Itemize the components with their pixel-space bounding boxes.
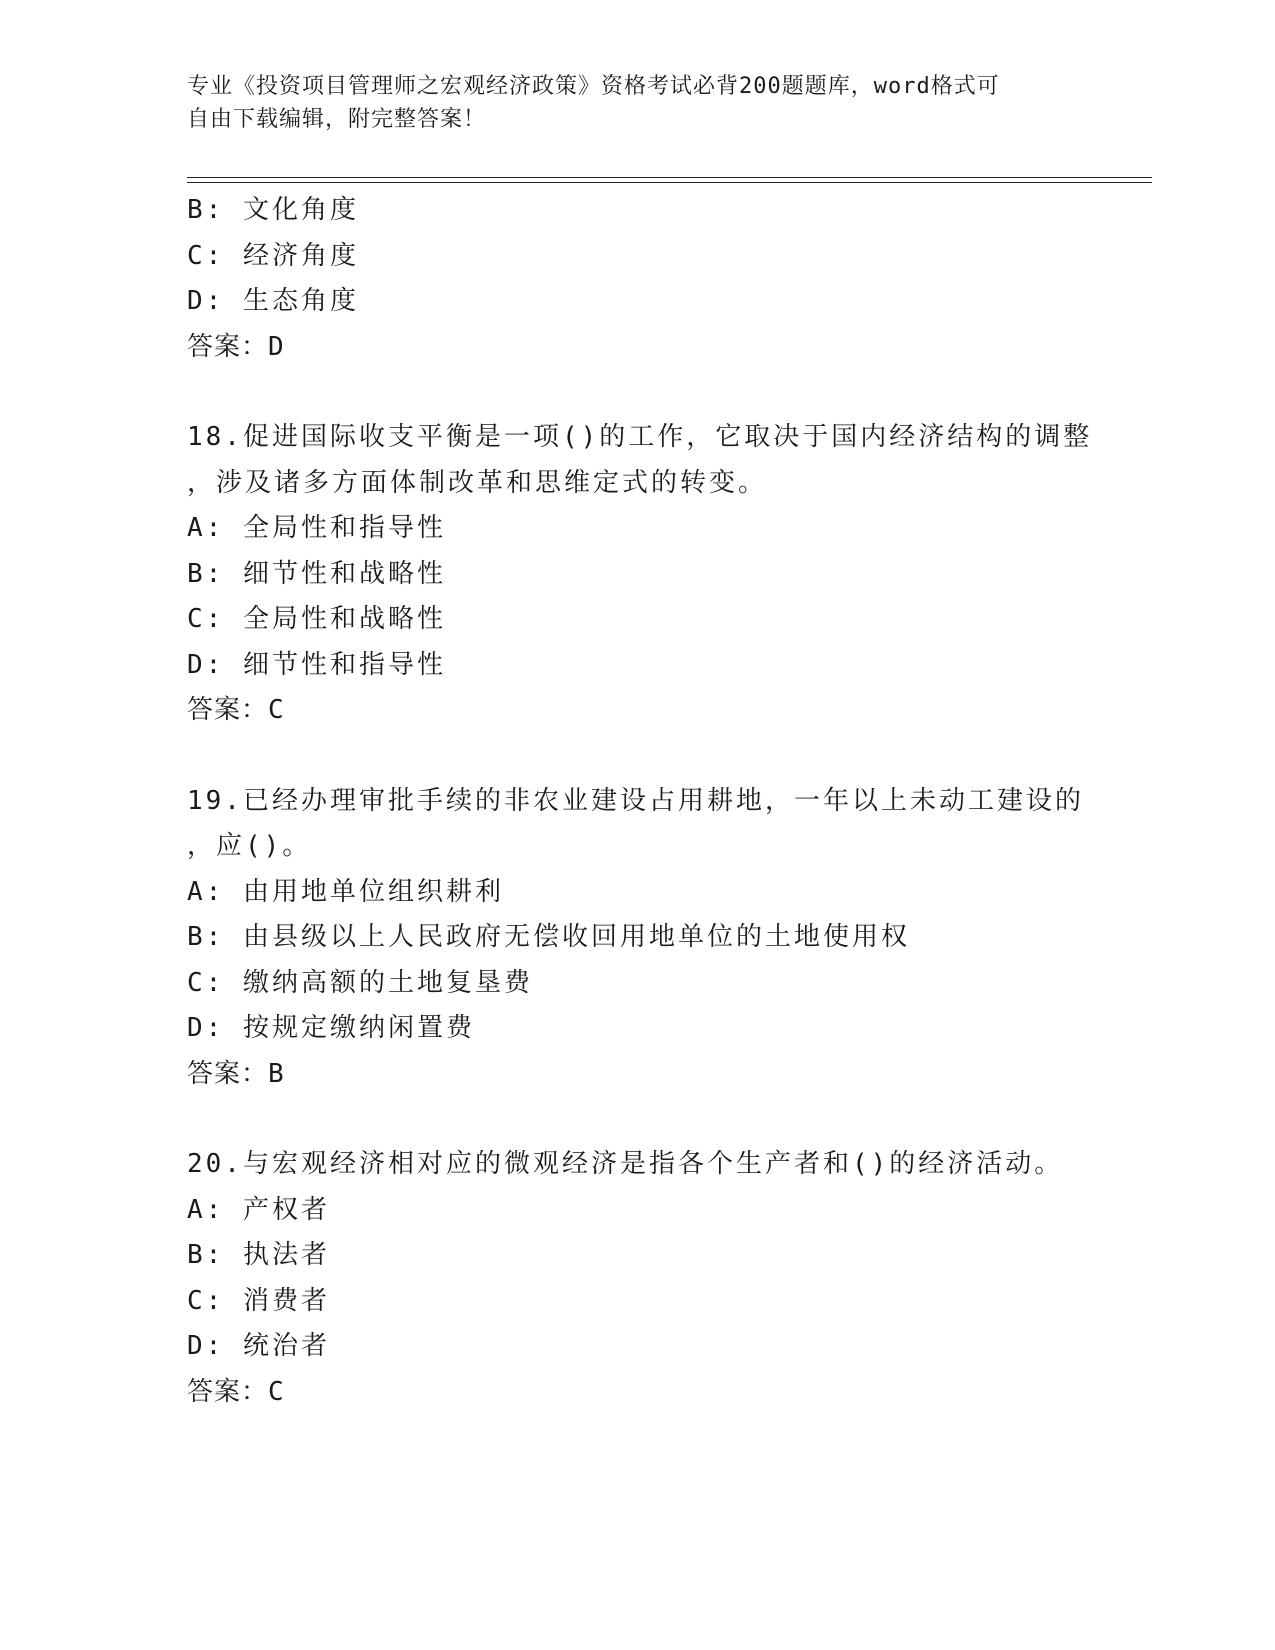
answer: 答案：B: [187, 1058, 285, 1089]
question-stem-line-1: 19.已经办理审批手续的非农业建设占用耕地，一年以上未动工建设的: [187, 785, 1084, 816]
answer: 答案：C: [187, 695, 285, 725]
option-d: D: 细节性和指导性: [187, 649, 446, 680]
spacer: [187, 734, 1087, 779]
header-line-1: 专业《投资项目管理师之宏观经济政策》资格考试必背200题题库，word格式可: [187, 74, 1000, 99]
question-stem-line-1: 20.与宏观经济相对应的微观经济是指各个生产者和()的经济活动。: [187, 1149, 1064, 1179]
option-d: D: 按规定缴纳闲置费: [187, 1013, 475, 1043]
option-b: B: 文化角度: [187, 195, 359, 225]
option-d: D: 生态角度: [187, 286, 359, 316]
option-c: C: 经济角度: [187, 240, 359, 271]
question-18: [187, 415, 1093, 734]
answer: 答案：D: [187, 331, 285, 362]
question-20: [187, 1142, 1087, 1415]
option-a: A: 由用地单位组织耕利: [187, 876, 504, 907]
header-line-2: 自由下载编辑，附完整答案！: [187, 107, 487, 132]
question-stem-line-1: 18.促进国际收支平衡是一项()的工作，它取决于国内经济结构的调整: [187, 422, 1093, 452]
option-c: C: 缴纳高额的土地复垦费: [187, 967, 533, 998]
question-19: [187, 779, 1087, 1098]
option-b: B: 由县级以上人民政府无偿收回用地单位的土地使用权: [187, 922, 910, 952]
question-list: [187, 188, 1093, 1415]
question-stem-line-2: ，应()。: [187, 831, 312, 861]
option-a: A: 全局性和指导性: [187, 513, 446, 543]
option-a: A: 产权者: [187, 1194, 330, 1225]
question-stem-line-2: ，涉及诸多方面体制改革和思维定式的转变。: [187, 467, 768, 498]
document-header: [187, 70, 1067, 136]
answer: 答案：C: [187, 1376, 285, 1407]
header-divider-bottom: [187, 182, 1152, 183]
option-d: D: 统治者: [187, 1331, 330, 1361]
header-divider-top: [187, 177, 1152, 178]
spacer: [187, 1097, 1087, 1142]
spacer: [187, 370, 1087, 415]
option-b: B: 执法者: [187, 1240, 330, 1270]
option-c: C: 消费者: [187, 1285, 330, 1316]
question-17: [187, 188, 1087, 370]
option-c: C: 全局性和战略性: [187, 604, 446, 634]
option-b: B: 细节性和战略性: [187, 558, 446, 589]
